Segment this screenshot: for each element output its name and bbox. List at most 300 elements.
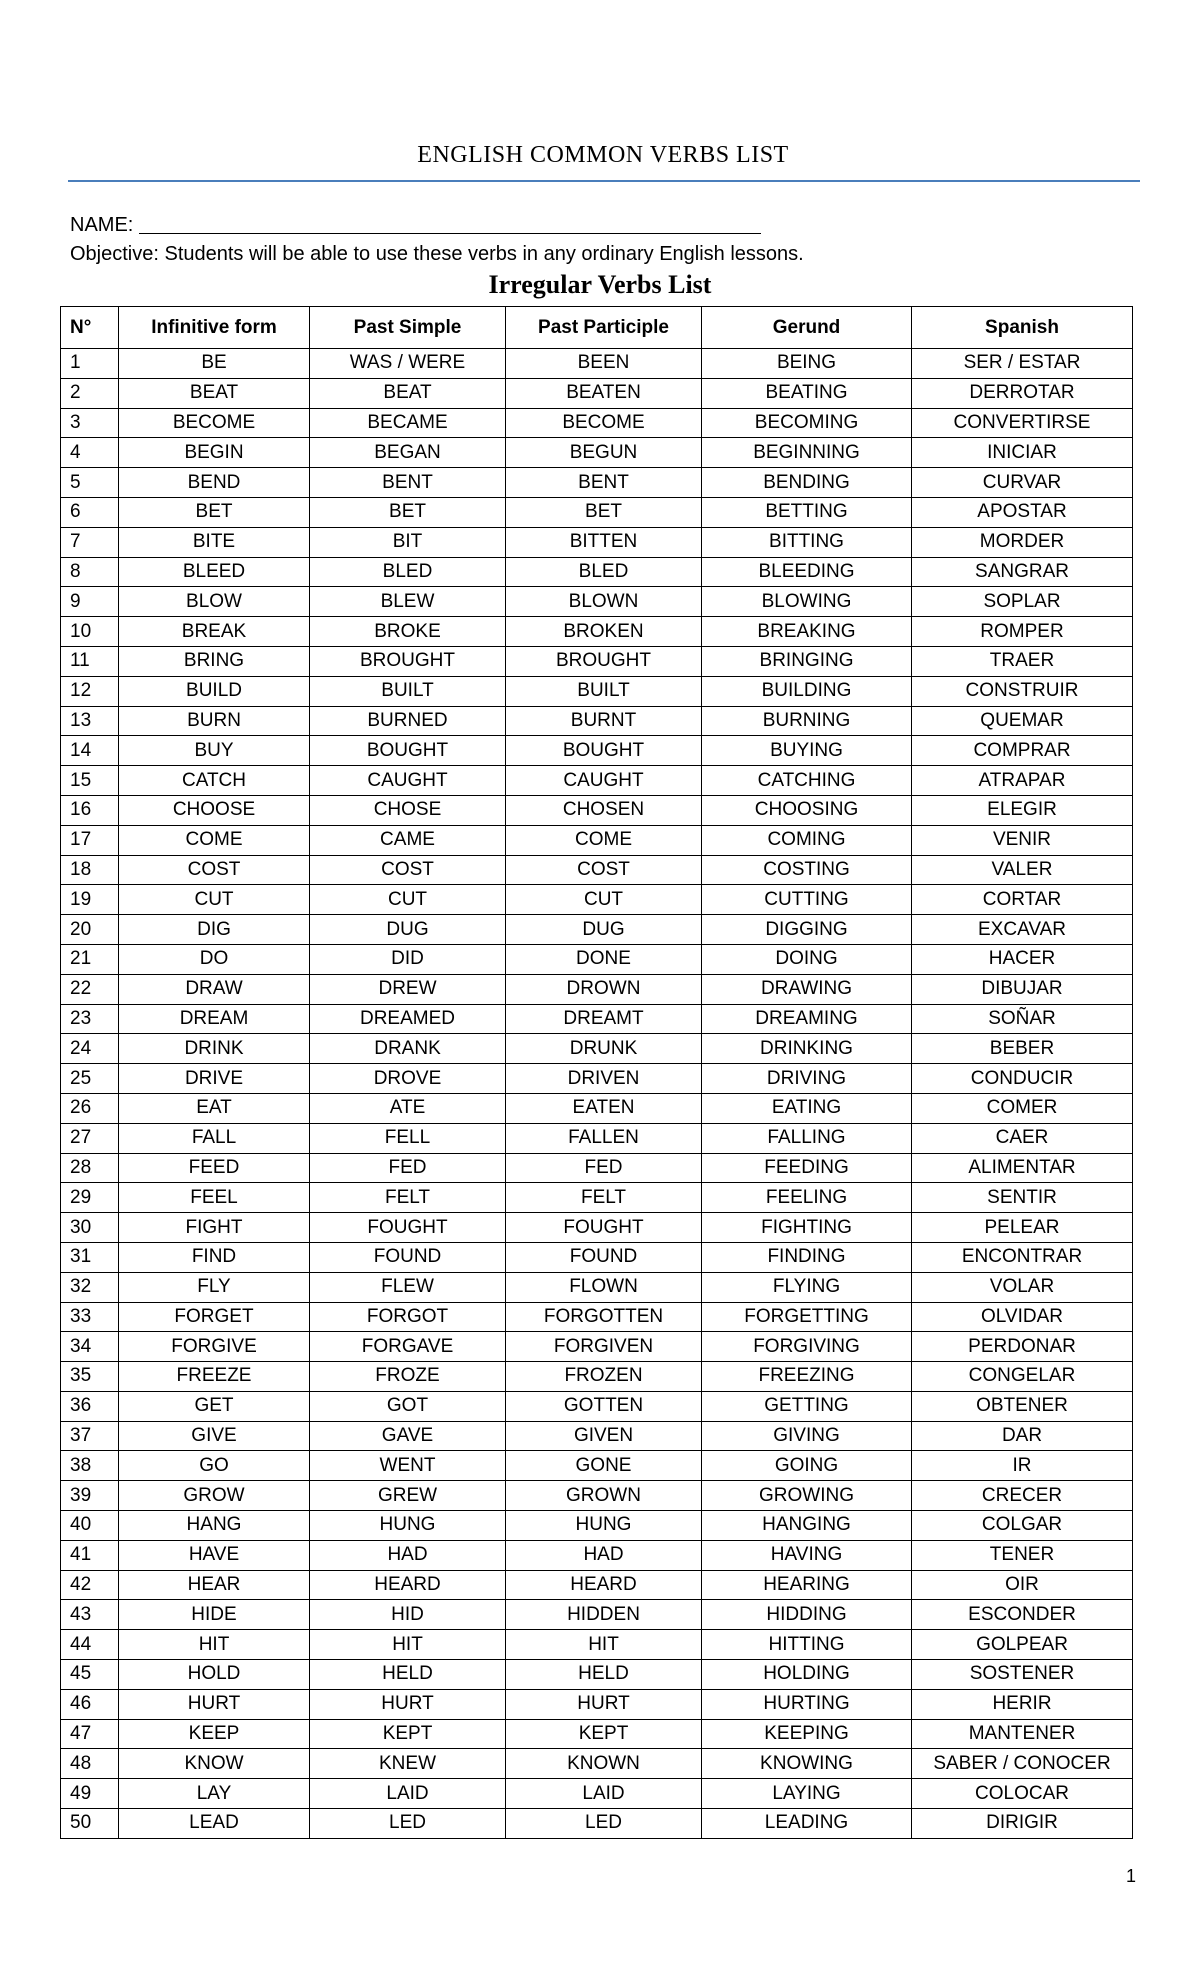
cell-past-simple: CUT xyxy=(310,885,506,915)
cell-infinitive: GO xyxy=(119,1451,310,1481)
table-row xyxy=(61,766,1133,796)
cell-gerund: DIGGING xyxy=(702,915,912,945)
cell-spanish: MANTENER xyxy=(912,1719,1133,1749)
cell-number: 36 xyxy=(61,1391,119,1421)
cell-past-simple: BECAME xyxy=(310,408,506,438)
table-header-row xyxy=(61,307,1133,349)
objective-text: Objective: Students will be able to use these verbs in any ordinary English lessons. xyxy=(70,243,804,265)
cell-gerund: FREEZING xyxy=(702,1362,912,1392)
cell-infinitive: GET xyxy=(119,1391,310,1421)
table-row xyxy=(61,1064,1133,1094)
cell-number: 20 xyxy=(61,915,119,945)
cell-spanish: SOPLAR xyxy=(912,587,1133,617)
cell-past-participle: BLOWN xyxy=(506,587,702,617)
cell-number: 17 xyxy=(61,825,119,855)
cell-gerund: HITTING xyxy=(702,1630,912,1660)
cell-past-participle: FED xyxy=(506,1153,702,1183)
cell-number: 19 xyxy=(61,885,119,915)
cell-spanish: CONDUCIR xyxy=(912,1064,1133,1094)
cell-past-simple: BROKE xyxy=(310,617,506,647)
cell-past-participle: FOUGHT xyxy=(506,1213,702,1243)
table-row xyxy=(61,944,1133,974)
cell-past-participle: BEEN xyxy=(506,349,702,379)
cell-past-participle: GONE xyxy=(506,1451,702,1481)
cell-number: 28 xyxy=(61,1153,119,1183)
cell-gerund: COSTING xyxy=(702,855,912,885)
cell-spanish: OLVIDAR xyxy=(912,1302,1133,1332)
cell-spanish: CORTAR xyxy=(912,885,1133,915)
cell-number: 48 xyxy=(61,1749,119,1779)
cell-gerund: HAVING xyxy=(702,1540,912,1570)
cell-infinitive: HAVE xyxy=(119,1540,310,1570)
header-divider xyxy=(68,180,1140,182)
cell-past-participle: HUNG xyxy=(506,1511,702,1541)
name-line xyxy=(70,214,761,237)
cell-spanish: SANGRAR xyxy=(912,557,1133,587)
cell-gerund: DREAMING xyxy=(702,1004,912,1034)
cell-infinitive: GROW xyxy=(119,1481,310,1511)
cell-infinitive: DRINK xyxy=(119,1034,310,1064)
cell-number: 23 xyxy=(61,1004,119,1034)
cell-past-participle: BET xyxy=(506,497,702,527)
cell-spanish: CONGELAR xyxy=(912,1362,1133,1392)
cell-number: 21 xyxy=(61,944,119,974)
cell-gerund: BEATING xyxy=(702,378,912,408)
cell-number: 13 xyxy=(61,706,119,736)
table-row xyxy=(61,1630,1133,1660)
cell-number: 47 xyxy=(61,1719,119,1749)
cell-gerund: KEEPING xyxy=(702,1719,912,1749)
cell-gerund: GOING xyxy=(702,1451,912,1481)
cell-past-simple: BIT xyxy=(310,527,506,557)
table-row xyxy=(61,1809,1133,1839)
cell-spanish: SOÑAR xyxy=(912,1004,1133,1034)
cell-past-participle: BITTEN xyxy=(506,527,702,557)
cell-infinitive: BUY xyxy=(119,736,310,766)
cell-infinitive: CUT xyxy=(119,885,310,915)
cell-spanish: OIR xyxy=(912,1570,1133,1600)
table-row xyxy=(61,795,1133,825)
cell-infinitive: FORGET xyxy=(119,1302,310,1332)
cell-infinitive: BUILD xyxy=(119,676,310,706)
cell-infinitive: DO xyxy=(119,944,310,974)
cell-past-participle: HAD xyxy=(506,1540,702,1570)
cell-gerund: EATING xyxy=(702,1093,912,1123)
cell-past-simple: BLEW xyxy=(310,587,506,617)
cell-past-simple: FELT xyxy=(310,1183,506,1213)
cell-number: 15 xyxy=(61,766,119,796)
cell-number: 26 xyxy=(61,1093,119,1123)
cell-spanish: CAER xyxy=(912,1123,1133,1153)
cell-spanish: SABER / CONOCER xyxy=(912,1749,1133,1779)
cell-past-simple: GAVE xyxy=(310,1421,506,1451)
cell-number: 42 xyxy=(61,1570,119,1600)
cell-infinitive: COME xyxy=(119,825,310,855)
cell-past-simple: BROUGHT xyxy=(310,646,506,676)
cell-spanish: ESCONDER xyxy=(912,1600,1133,1630)
cell-past-participle: DRUNK xyxy=(506,1034,702,1064)
cell-past-participle: GROWN xyxy=(506,1481,702,1511)
cell-past-simple: GOT xyxy=(310,1391,506,1421)
cell-gerund: KNOWING xyxy=(702,1749,912,1779)
cell-infinitive: KEEP xyxy=(119,1719,310,1749)
cell-spanish: TENER xyxy=(912,1540,1133,1570)
cell-number: 34 xyxy=(61,1332,119,1362)
cell-spanish: SER / ESTAR xyxy=(912,349,1133,379)
table-row xyxy=(61,915,1133,945)
cell-gerund: DOING xyxy=(702,944,912,974)
cell-spanish: COLOCAR xyxy=(912,1779,1133,1809)
cell-past-participle: EATEN xyxy=(506,1093,702,1123)
cell-gerund: DRINKING xyxy=(702,1034,912,1064)
cell-past-participle: DRIVEN xyxy=(506,1064,702,1094)
cell-infinitive: FIND xyxy=(119,1242,310,1272)
cell-past-participle: KNOWN xyxy=(506,1749,702,1779)
cell-gerund: BUILDING xyxy=(702,676,912,706)
cell-past-simple: FLEW xyxy=(310,1272,506,1302)
cell-infinitive: COST xyxy=(119,855,310,885)
cell-infinitive: LAY xyxy=(119,1779,310,1809)
cell-past-participle: BUILT xyxy=(506,676,702,706)
cell-spanish: ENCONTRAR xyxy=(912,1242,1133,1272)
cell-infinitive: BLEED xyxy=(119,557,310,587)
cell-past-simple: LAID xyxy=(310,1779,506,1809)
cell-spanish: ROMPER xyxy=(912,617,1133,647)
table-row xyxy=(61,1749,1133,1779)
table-row xyxy=(61,1719,1133,1749)
cell-past-participle: BROUGHT xyxy=(506,646,702,676)
cell-number: 7 xyxy=(61,527,119,557)
cell-gerund: HOLDING xyxy=(702,1660,912,1690)
cell-past-participle: HEARD xyxy=(506,1570,702,1600)
cell-past-simple: FOUND xyxy=(310,1242,506,1272)
table-row xyxy=(61,468,1133,498)
cell-past-simple: WENT xyxy=(310,1451,506,1481)
cell-spanish: APOSTAR xyxy=(912,497,1133,527)
cell-past-simple: DRANK xyxy=(310,1034,506,1064)
cell-gerund: FLYING xyxy=(702,1272,912,1302)
cell-spanish: PELEAR xyxy=(912,1213,1133,1243)
cell-past-simple: DREAMED xyxy=(310,1004,506,1034)
cell-gerund: BURNING xyxy=(702,706,912,736)
cell-number: 22 xyxy=(61,974,119,1004)
column-header-gerund: Gerund xyxy=(702,307,912,349)
cell-gerund: FIGHTING xyxy=(702,1213,912,1243)
cell-past-participle: FORGOTTEN xyxy=(506,1302,702,1332)
cell-past-participle: HIDDEN xyxy=(506,1600,702,1630)
cell-spanish: DERROTAR xyxy=(912,378,1133,408)
table-row xyxy=(61,557,1133,587)
cell-past-simple: KNEW xyxy=(310,1749,506,1779)
table-row xyxy=(61,1600,1133,1630)
cell-past-participle: DROWN xyxy=(506,974,702,1004)
cell-spanish: DAR xyxy=(912,1421,1133,1451)
cell-number: 5 xyxy=(61,468,119,498)
cell-number: 38 xyxy=(61,1451,119,1481)
cell-past-participle: BENT xyxy=(506,468,702,498)
cell-gerund: BRINGING xyxy=(702,646,912,676)
cell-past-participle: FALLEN xyxy=(506,1123,702,1153)
cell-gerund: FINDING xyxy=(702,1242,912,1272)
cell-infinitive: DRIVE xyxy=(119,1064,310,1094)
cell-spanish: CONSTRUIR xyxy=(912,676,1133,706)
cell-spanish: TRAER xyxy=(912,646,1133,676)
column-header-past-participle: Past Participle xyxy=(506,307,702,349)
cell-gerund: BEGINNING xyxy=(702,438,912,468)
table-row xyxy=(61,855,1133,885)
cell-spanish: COMPRAR xyxy=(912,736,1133,766)
column-header-infinitive: Infinitive form xyxy=(119,307,310,349)
cell-past-participle: BEGUN xyxy=(506,438,702,468)
table-row xyxy=(61,1242,1133,1272)
cell-number: 32 xyxy=(61,1272,119,1302)
table-row xyxy=(61,1540,1133,1570)
cell-infinitive: CATCH xyxy=(119,766,310,796)
cell-spanish: SENTIR xyxy=(912,1183,1133,1213)
cell-infinitive: HANG xyxy=(119,1511,310,1541)
table-row xyxy=(61,1093,1133,1123)
cell-past-simple: CHOSE xyxy=(310,795,506,825)
column-header-number: N° xyxy=(61,307,119,349)
table-row xyxy=(61,1332,1133,1362)
cell-spanish: CRECER xyxy=(912,1481,1133,1511)
cell-infinitive: HIDE xyxy=(119,1600,310,1630)
table-row xyxy=(61,587,1133,617)
cell-spanish: COMER xyxy=(912,1093,1133,1123)
cell-past-simple: FORGAVE xyxy=(310,1332,506,1362)
table-row xyxy=(61,1421,1133,1451)
cell-past-participle: COME xyxy=(506,825,702,855)
cell-past-participle: FELT xyxy=(506,1183,702,1213)
table-row xyxy=(61,527,1133,557)
table-row xyxy=(61,617,1133,647)
cell-gerund: BUYING xyxy=(702,736,912,766)
cell-infinitive: BITE xyxy=(119,527,310,557)
table-row xyxy=(61,1481,1133,1511)
cell-number: 40 xyxy=(61,1511,119,1541)
cell-gerund: GETTING xyxy=(702,1391,912,1421)
cell-past-participle: DUG xyxy=(506,915,702,945)
cell-past-participle: HIT xyxy=(506,1630,702,1660)
cell-number: 44 xyxy=(61,1630,119,1660)
cell-past-participle: COST xyxy=(506,855,702,885)
cell-past-simple: FORGOT xyxy=(310,1302,506,1332)
table-row xyxy=(61,1272,1133,1302)
cell-spanish: ATRAPAR xyxy=(912,766,1133,796)
table-row xyxy=(61,438,1133,468)
cell-past-participle: FORGIVEN xyxy=(506,1332,702,1362)
cell-past-simple: WAS / WERE xyxy=(310,349,506,379)
cell-past-simple: FOUGHT xyxy=(310,1213,506,1243)
cell-gerund: HURTING xyxy=(702,1689,912,1719)
cell-spanish: INICIAR xyxy=(912,438,1133,468)
cell-spanish: IR xyxy=(912,1451,1133,1481)
cell-infinitive: BET xyxy=(119,497,310,527)
cell-infinitive: BURN xyxy=(119,706,310,736)
cell-number: 10 xyxy=(61,617,119,647)
cell-number: 12 xyxy=(61,676,119,706)
cell-number: 25 xyxy=(61,1064,119,1094)
cell-past-participle: LED xyxy=(506,1809,702,1839)
table-row xyxy=(61,1511,1133,1541)
cell-number: 49 xyxy=(61,1779,119,1809)
cell-spanish: CURVAR xyxy=(912,468,1133,498)
cell-number: 4 xyxy=(61,438,119,468)
cell-past-participle: CUT xyxy=(506,885,702,915)
cell-spanish: OBTENER xyxy=(912,1391,1133,1421)
cell-number: 18 xyxy=(61,855,119,885)
cell-past-simple: HURT xyxy=(310,1689,506,1719)
cell-infinitive: DIG xyxy=(119,915,310,945)
table-row xyxy=(61,1004,1133,1034)
table-row xyxy=(61,646,1133,676)
cell-gerund: DRAWING xyxy=(702,974,912,1004)
cell-infinitive: BECOME xyxy=(119,408,310,438)
cell-gerund: BREAKING xyxy=(702,617,912,647)
cell-number: 1 xyxy=(61,349,119,379)
cell-number: 9 xyxy=(61,587,119,617)
table-row xyxy=(61,1689,1133,1719)
table-row xyxy=(61,1123,1133,1153)
cell-gerund: FALLING xyxy=(702,1123,912,1153)
cell-number: 50 xyxy=(61,1809,119,1839)
cell-gerund: GIVING xyxy=(702,1421,912,1451)
cell-gerund: COMING xyxy=(702,825,912,855)
cell-number: 33 xyxy=(61,1302,119,1332)
cell-number: 41 xyxy=(61,1540,119,1570)
table-row xyxy=(61,825,1133,855)
cell-gerund: FEELING xyxy=(702,1183,912,1213)
cell-infinitive: LEAD xyxy=(119,1809,310,1839)
cell-past-simple: HAD xyxy=(310,1540,506,1570)
cell-gerund: CATCHING xyxy=(702,766,912,796)
table-row xyxy=(61,885,1133,915)
table-row xyxy=(61,1034,1133,1064)
cell-past-participle: FROZEN xyxy=(506,1362,702,1392)
cell-infinitive: CHOOSE xyxy=(119,795,310,825)
cell-spanish: EXCAVAR xyxy=(912,915,1133,945)
cell-past-simple: BURNED xyxy=(310,706,506,736)
cell-number: 24 xyxy=(61,1034,119,1064)
cell-past-simple: DREW xyxy=(310,974,506,1004)
cell-past-simple: BEGAN xyxy=(310,438,506,468)
cell-infinitive: HURT xyxy=(119,1689,310,1719)
cell-infinitive: FALL xyxy=(119,1123,310,1153)
cell-past-simple: FELL xyxy=(310,1123,506,1153)
table-row xyxy=(61,408,1133,438)
cell-spanish: ALIMENTAR xyxy=(912,1153,1133,1183)
cell-spanish: ELEGIR xyxy=(912,795,1133,825)
page-number: 1 xyxy=(1125,1866,1136,1886)
cell-infinitive: HOLD xyxy=(119,1660,310,1690)
cell-infinitive: BEAT xyxy=(119,378,310,408)
cell-past-participle: FLOWN xyxy=(506,1272,702,1302)
cell-past-simple: BUILT xyxy=(310,676,506,706)
cell-infinitive: FORGIVE xyxy=(119,1332,310,1362)
cell-number: 46 xyxy=(61,1689,119,1719)
table-row xyxy=(61,1660,1133,1690)
cell-past-simple: HEARD xyxy=(310,1570,506,1600)
cell-past-simple: DUG xyxy=(310,915,506,945)
name-blank-field[interactable] xyxy=(139,217,761,234)
cell-infinitive: FLY xyxy=(119,1272,310,1302)
cell-infinitive: FREEZE xyxy=(119,1362,310,1392)
cell-past-simple: HELD xyxy=(310,1660,506,1690)
cell-past-participle: CAUGHT xyxy=(506,766,702,796)
cell-gerund: BITTING xyxy=(702,527,912,557)
cell-gerund: BETTING xyxy=(702,497,912,527)
cell-gerund: HIDDING xyxy=(702,1600,912,1630)
cell-gerund: BLOWING xyxy=(702,587,912,617)
cell-infinitive: HIT xyxy=(119,1630,310,1660)
cell-past-simple: BEAT xyxy=(310,378,506,408)
cell-past-participle: BEATEN xyxy=(506,378,702,408)
column-header-past-simple: Past Simple xyxy=(310,307,506,349)
cell-gerund: LEADING xyxy=(702,1809,912,1839)
irregular-verbs-table xyxy=(60,306,1133,1839)
cell-infinitive: EAT xyxy=(119,1093,310,1123)
cell-past-participle: GOTTEN xyxy=(506,1391,702,1421)
cell-infinitive: FEED xyxy=(119,1153,310,1183)
cell-gerund: FORGETTING xyxy=(702,1302,912,1332)
cell-infinitive: DRAW xyxy=(119,974,310,1004)
cell-spanish: QUEMAR xyxy=(912,706,1133,736)
cell-past-participle: BOUGHT xyxy=(506,736,702,766)
cell-past-participle: FOUND xyxy=(506,1242,702,1272)
cell-past-simple: HIT xyxy=(310,1630,506,1660)
cell-spanish: BEBER xyxy=(912,1034,1133,1064)
table-row xyxy=(61,1362,1133,1392)
cell-infinitive: GIVE xyxy=(119,1421,310,1451)
cell-number: 11 xyxy=(61,646,119,676)
cell-infinitive: BREAK xyxy=(119,617,310,647)
cell-number: 31 xyxy=(61,1242,119,1272)
cell-past-participle: LAID xyxy=(506,1779,702,1809)
cell-infinitive: FEEL xyxy=(119,1183,310,1213)
cell-past-participle: GIVEN xyxy=(506,1421,702,1451)
cell-infinitive: DREAM xyxy=(119,1004,310,1034)
cell-infinitive: KNOW xyxy=(119,1749,310,1779)
cell-number: 27 xyxy=(61,1123,119,1153)
cell-gerund: GROWING xyxy=(702,1481,912,1511)
cell-number: 45 xyxy=(61,1660,119,1690)
cell-spanish: HACER xyxy=(912,944,1133,974)
cell-past-participle: BLED xyxy=(506,557,702,587)
cell-gerund: FEEDING xyxy=(702,1153,912,1183)
cell-gerund: BEING xyxy=(702,349,912,379)
cell-past-simple: KEPT xyxy=(310,1719,506,1749)
cell-number: 6 xyxy=(61,497,119,527)
cell-number: 29 xyxy=(61,1183,119,1213)
cell-past-participle: BURNT xyxy=(506,706,702,736)
cell-gerund: HEARING xyxy=(702,1570,912,1600)
cell-spanish: HERIR xyxy=(912,1689,1133,1719)
cell-past-participle: HURT xyxy=(506,1689,702,1719)
cell-past-participle: CHOSEN xyxy=(506,795,702,825)
cell-past-simple: GREW xyxy=(310,1481,506,1511)
cell-past-simple: LED xyxy=(310,1809,506,1839)
table-row xyxy=(61,706,1133,736)
cell-past-simple: BLED xyxy=(310,557,506,587)
cell-past-simple: HUNG xyxy=(310,1511,506,1541)
cell-spanish: COLGAR xyxy=(912,1511,1133,1541)
cell-spanish: DIRIGIR xyxy=(912,1809,1133,1839)
cell-past-participle: KEPT xyxy=(506,1719,702,1749)
name-label: NAME: xyxy=(70,214,134,236)
cell-past-simple: BENT xyxy=(310,468,506,498)
table-row xyxy=(61,1302,1133,1332)
cell-gerund: DRIVING xyxy=(702,1064,912,1094)
